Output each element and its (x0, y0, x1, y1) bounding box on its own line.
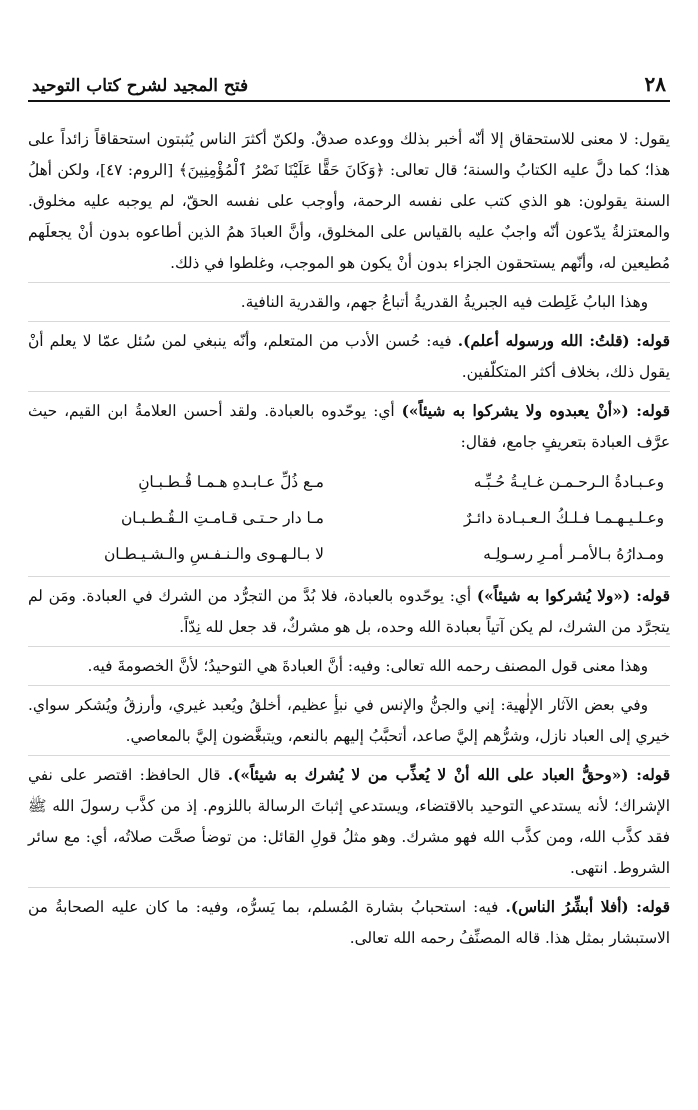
poetry-block (28, 464, 670, 572)
verse-first-hemistich: وعـلـيـهـمـا فـلـكُ الـعـبـادة دائـرٌ (463, 509, 664, 527)
paragraph-8-body: قال الحافظ: اقتصر على نفي الإشراك؛ لأنه يستدعي التوحيد بالاقتضاء، ويستدعي إثباتَ الرسالة باللزوم. إذ من كذَّب رسولَ الله ﷺ فقد كذَّب الله، ومن كذَّب الله فهو مشرك. وهو مثلُ قولِ القائل: من توضأ صحَّت صلاتُه، أي: مع سائر الشروط. انتهى. (28, 766, 670, 877)
divider (28, 576, 670, 577)
paragraph-3 (28, 326, 670, 388)
paragraph-7: وفي بعض الآثار الإلٰهية: إني والجنُّ والإنس في نبأٍ عظيم، أخلقُ ويُعبد غيري، وأرزقُ ويُشكر سواي. خيري إلى العباد نازل، وشرُّهم إليَّ صاعد، أتحبَّبُ إليهم بالنعم، ويتبغَّضون إليَّ بالمعاصي. (28, 696, 670, 745)
paragraph-6: وهذا معنى قول المصنف رحمه الله تعالى: وفيه: أنَّ العبادةَ هي التوحيدُ؛ لأنَّ الخصومةَ فيه. (87, 657, 648, 675)
divider (28, 282, 670, 283)
paragraph-4 (28, 396, 670, 458)
divider (28, 646, 670, 647)
verse-first-hemistich: ومـدارُهُ بـالأمـر أمـرِ رسـولِـه (483, 545, 664, 563)
verse-line (28, 500, 670, 536)
verse-line (28, 464, 670, 500)
paragraph-9 (28, 892, 670, 954)
divider (28, 685, 670, 686)
verse-second-hemistich: لا بـالـهـوى والـنـفـسِ والـشـيـطـان (104, 545, 324, 563)
paragraph-5-heading: قوله: («ولا يُشركوا به شيئاً») (476, 587, 670, 605)
paragraph-9-body: فيه: استحبابُ بشارة المُسلم، بما يَسرُّه، وفيه: ما كان عليه الصحابةُ من الاستبشار بمثل هذا. قاله المصنِّفُ رحمه الله تعالى. (28, 898, 670, 947)
paragraph-2: وهذا البابُ غَلِطت فيه الجبريةُ القدريةُ أتباعُ جهم، والقدرية النافية. (240, 293, 648, 311)
verse-line (28, 536, 670, 572)
verse-second-hemistich: مـا دار حـتـى قـامـتِ الـقُـطـبـان (120, 509, 324, 527)
divider (28, 321, 670, 322)
page-number: ٢٨ (644, 72, 666, 96)
divider (28, 755, 670, 756)
paragraph-8 (28, 760, 670, 884)
verse-second-hemistich: مـع ذُلِّ عـابـدهِ هـمـا قُـطـبـانِ (138, 473, 324, 491)
paragraph-5 (28, 581, 670, 643)
paragraph-3-body: فيه: حُسن الأدب من المتعلم، وأنّه ينبغي لمن سُئل عمّا لا يعلم أنْ يقول ذلك، بخلاف أكثر المتكلّفين. (28, 332, 670, 381)
paragraph-3-heading: قوله: (قلتُ: الله ورسوله أعلم). (457, 332, 670, 350)
divider (28, 391, 670, 392)
paragraph-4-heading: قوله: («أنْ يعبدوه ولا يشركوا به شيئاً») (401, 402, 670, 420)
paragraph-4-body: أي: يوحّدوه بالعبادة. ولقد أحسن العلامةُ ابن القيم، حيث عرَّف العبادة بتعريفٍ جامع، فقال: (28, 402, 670, 451)
paragraph-5-body: أي: يوحّدوه بالعبادة، فلا بُدَّ من التجرُّد من الشرك في العبادة. ومَن لم يتجرَّد من الشرك، لم يكن آتياً بعبادة الله وحده، بل هو مشركٌ، قد جعل لله نِدّاً. (28, 587, 670, 636)
page-header (28, 60, 670, 102)
paragraph-8-heading: قوله: («وحقُّ العباد على الله أنْ لا يُعذِّب من لا يُشرك به شيئاً»). (227, 766, 671, 784)
verse-first-hemistich: وعـبـادةُ الـرحـمـن غـايـةُ حُـبِّـه (473, 473, 664, 491)
running-title: فتح المجيد لشرح كتاب التوحيد (32, 76, 249, 96)
paragraph-9-heading: قوله: (أفلا أبشِّرُ الناس). (505, 898, 670, 916)
paragraph-1: يقول: لا معنى للاستحقاق إلا أنّه أخبر بذلك ووعده صدقٌ. ولكنّ أكثرَ الناس يُثبتون استحقاقاً زائداً على هذا؛ كما دلَّ عليه الكتابُ والسنة؛ قال تعالى: ﴿وَكَانَ حَقًّا عَلَيْنَا نَصْرُ ٱلْمُؤْمِنِينَ﴾ [الروم: ٤٧]، ولكن أهلُ السنة يقولون: هو الذي كتب على نفسه الرحمة، وأوجب على نفسه الحقّ، لم يوجبه عليه مخلوق. والمعتزلةُ يدّعون أنّه واجبٌ عليه بالقياس على المخلوق، وأنَّ العبادَ همُ الذين أطاعوه بدون أنْ يجعلَهم مُطيعين له، وأنّهم يستحقون الجزاء بدون أنْ يكون هو الموجب، وغلطوا في ذلك. (28, 130, 670, 272)
document-page (28, 60, 670, 956)
divider (28, 887, 670, 888)
